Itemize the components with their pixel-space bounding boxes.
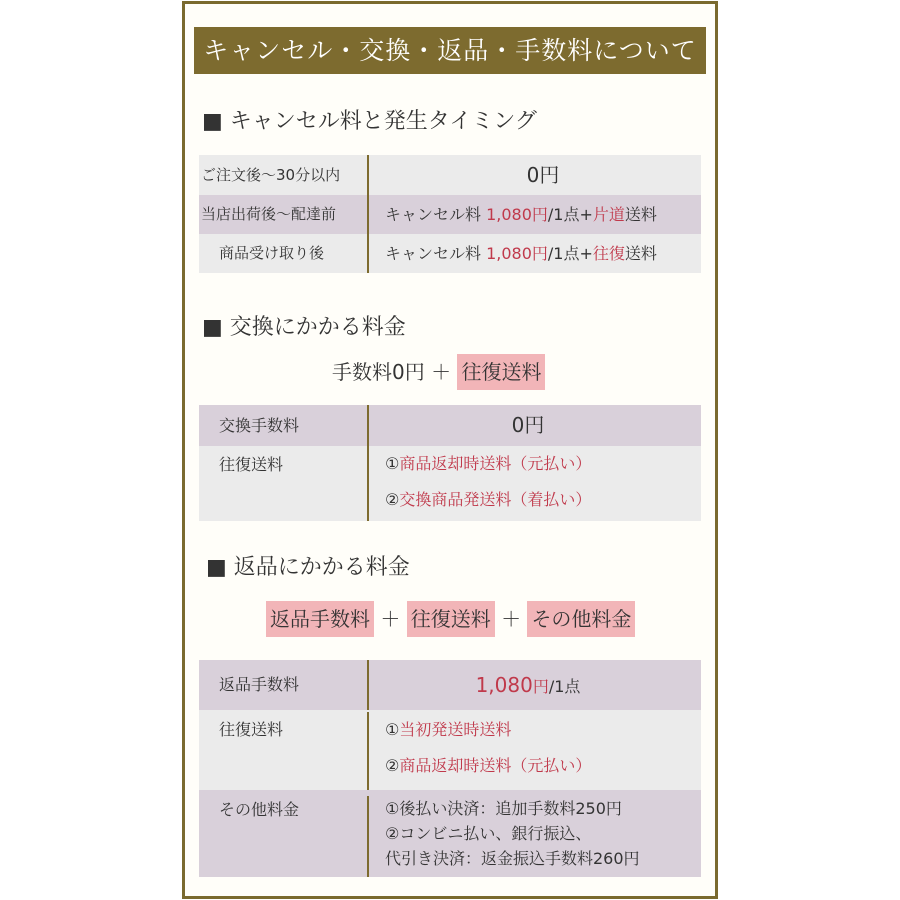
text: /1点+: [547, 205, 593, 224]
row-value: [369, 796, 701, 877]
num: ②: [385, 756, 400, 775]
highlight: その他料金: [527, 601, 635, 637]
return-formula: [266, 603, 635, 632]
highlight: 往復送料: [407, 601, 495, 637]
table-row: [199, 195, 701, 234]
row-value: [369, 234, 701, 273]
cancel-table: [199, 155, 701, 273]
table-row: [199, 405, 701, 446]
item: 商品返却時送料（元払い）: [399, 756, 592, 775]
text: 手数料0円 ＋: [332, 360, 458, 384]
exchange-formula: [332, 356, 545, 385]
exchange-table: [199, 405, 701, 521]
yen: 円: [532, 677, 549, 696]
text: /1点+: [547, 244, 593, 263]
price: 1,080: [475, 673, 533, 697]
row-value: [369, 712, 701, 790]
cancel-heading: ■ キャンセル料と発生タイミング: [202, 109, 537, 134]
text: 送料: [624, 205, 657, 224]
shipping-type: 片道: [592, 205, 625, 224]
table-row: [199, 446, 701, 521]
item: 交換商品発送料（着払い）: [399, 490, 592, 509]
plus: ＋: [501, 607, 522, 631]
row-value: 0円: [511, 413, 545, 437]
table-row: [199, 155, 701, 195]
row-value: 0円: [526, 163, 560, 187]
table-row: [199, 234, 701, 273]
row-label: 往復送料: [199, 712, 369, 790]
exchange-heading: ■ 交換にかかる料金: [202, 315, 406, 340]
row-value: [369, 446, 701, 521]
return-table: [199, 660, 701, 877]
page-title: キャンセル・交換・返品・手数料について: [194, 27, 706, 74]
row-label: その他料金: [199, 796, 369, 877]
item: 当初発送時送料: [399, 720, 512, 739]
row-label: 商品受け取り後: [199, 234, 369, 273]
table-row: [199, 710, 701, 790]
return-heading: ■ 返品にかかる料金: [206, 555, 410, 580]
num: ①: [385, 720, 400, 739]
table-row: [199, 660, 701, 710]
item: 商品返却時送料（元払い）: [399, 454, 592, 473]
row-label: 当店出荷後〜配達前: [199, 195, 369, 234]
text: キャンセル料: [385, 205, 487, 224]
row-value: [369, 195, 701, 234]
table-row: [199, 790, 701, 877]
num: ②: [385, 490, 400, 509]
row-label: 返品手数料: [199, 660, 369, 710]
num: ①: [385, 454, 400, 473]
highlight: 往復送料: [457, 354, 545, 390]
price: 1,080円: [486, 244, 548, 263]
highlight: 返品手数料: [266, 601, 374, 637]
line: ①後払い決済：追加手数料250円: [385, 799, 622, 818]
row-label: 交換手数料: [199, 405, 369, 446]
row-value: [369, 660, 701, 710]
unit: /1点: [548, 677, 581, 696]
line: 代引き決済：返金振込手数料260円: [385, 849, 640, 868]
shipping-type: 往復: [592, 244, 625, 263]
text: 送料: [624, 244, 657, 263]
line: ②コンビニ払い、銀行振込、: [385, 824, 592, 843]
plus: ＋: [380, 607, 401, 631]
price: 1,080円: [486, 205, 548, 224]
text: キャンセル料: [385, 244, 487, 263]
row-label: ご注文後〜30分以内: [199, 155, 369, 195]
row-label: 往復送料: [199, 446, 369, 521]
